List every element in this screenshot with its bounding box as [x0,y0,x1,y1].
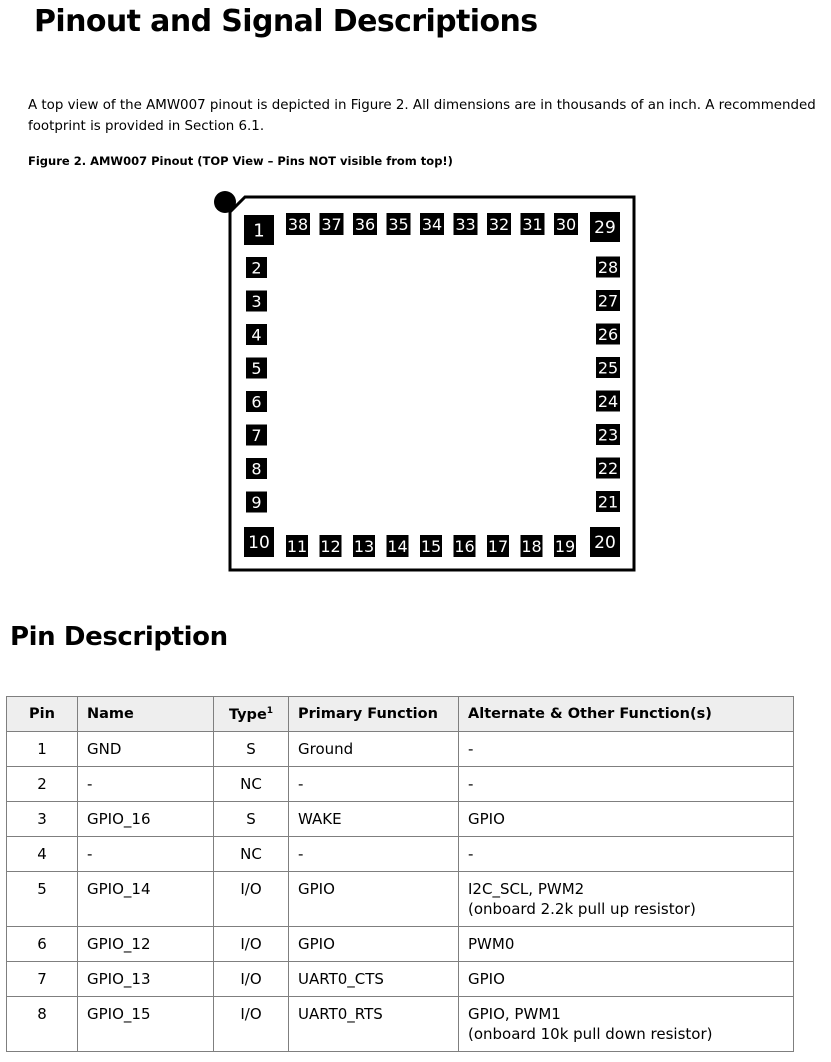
pin-pad [246,291,267,312]
pin-pad [246,257,267,278]
table-row [7,837,794,872]
pin-number-label: 2 [251,258,262,278]
pin-number-label: 12 [320,536,341,556]
pin-description-title: Pin Description [10,622,228,652]
pin-number-label: 8 [251,459,262,479]
pin-number-label: 30 [555,214,577,234]
cell-alternate-function [459,997,794,1052]
pin-number-label: 26 [597,324,619,344]
module-outline [230,197,634,570]
cell-type: I/O [214,997,289,1052]
cell-primary-function: WAKE [289,802,459,837]
cell-pin: 6 [7,927,78,962]
cell-name: GPIO_16 [78,802,214,837]
alt-function-line: - [468,740,474,758]
cell-type: NC [214,837,289,872]
cell-primary-function: - [289,837,459,872]
pin-pad [596,458,620,479]
pin-pad [244,527,274,557]
cell-type: I/O [214,927,289,962]
cell-alternate-function [459,962,794,997]
pin-number-label: 7 [251,425,262,445]
cell-pin: 5 [7,872,78,927]
pin-pad [554,213,578,235]
cell-name: GPIO_12 [78,927,214,962]
pin-pad [521,535,543,557]
pin-pad [387,535,409,557]
cell-primary-function: UART0_CTS [289,962,459,997]
header-primary-function: Primary Function [289,697,459,732]
pin-pad [246,425,267,446]
alt-function-line: - [468,775,474,793]
pin-number-label: 6 [251,392,262,412]
alt-function-note: (onboard 2.2k pull up resistor) [468,900,696,918]
pin-pad [353,213,377,235]
pin-number-label: 28 [597,257,619,277]
cell-name: - [78,837,214,872]
pin-pad [420,535,442,557]
cell-type: S [214,732,289,767]
pin-pad [246,458,267,479]
pin-pad [387,213,411,235]
table-header-row [7,697,794,732]
pin-pad [320,535,342,557]
cell-type: I/O [214,962,289,997]
pin-number-label: 10 [248,533,270,554]
cell-alternate-function [459,802,794,837]
pin-number-label: 13 [353,536,375,556]
pin-number-label: 18 [521,536,542,556]
pin-pad [554,535,576,557]
pin-pad [596,391,620,412]
cell-alternate-function [459,767,794,802]
pin-pad [596,290,620,311]
pin-number-label: 36 [354,214,376,234]
pin-pad [420,213,444,235]
cell-primary-function: Ground [289,732,459,767]
cell-name: GPIO_14 [78,872,214,927]
pin-pad [244,215,274,245]
pin-pad [596,257,620,278]
cell-name: GPIO_13 [78,962,214,997]
pin-description-table [6,696,794,1052]
pin-number-label: 4 [251,325,262,345]
alt-function-line: GPIO, PWM1 [468,1005,561,1023]
pin-number-label: 15 [420,536,442,556]
pin-number-label: 38 [287,214,309,234]
pin-pad [246,324,267,345]
table-row [7,997,794,1052]
pin-pad [286,535,308,557]
cell-type: I/O [214,872,289,927]
alt-function-line: - [468,845,474,863]
pin-number-label: 20 [594,533,616,554]
pin-pad [454,213,478,235]
pin-number-label: 19 [554,536,576,556]
header-alternate-function: Alternate & Other Function(s) [459,697,794,732]
cell-type: S [214,802,289,837]
cell-alternate-function [459,732,794,767]
pin-number-label: 9 [251,492,262,512]
pin-number-label: 24 [597,391,619,411]
pin-pad [246,358,267,379]
header-name: Name [78,697,214,732]
pin-pad [596,357,620,378]
cell-pin: 3 [7,802,78,837]
alt-function-line: PWM0 [468,935,515,953]
pin-number-label: 21 [597,492,619,512]
pin-number-label: 25 [597,358,619,378]
pin-pad [246,492,267,513]
pin-number-label: 14 [387,536,408,556]
pin-pad [596,491,620,512]
pin-pad [596,424,620,445]
cell-type: NC [214,767,289,802]
pin-pad [320,213,344,235]
cell-pin: 2 [7,767,78,802]
cell-primary-function: GPIO [289,927,459,962]
pin-pad [521,213,545,235]
cell-primary-function: UART0_RTS [289,997,459,1052]
cell-pin: 4 [7,837,78,872]
intro-paragraph: A top view of the AMW007 pinout is depicted in Figure 2. All dimensions are in thousands of an inch. A recommended footprint is provided in Section 6.1. [28,98,816,134]
pin-number-label: 27 [597,291,619,311]
header-type-label: Type [228,706,267,723]
pin-number-label: 29 [594,218,616,239]
cell-alternate-function [459,837,794,872]
cell-pin: 1 [7,732,78,767]
pin-number-label: 34 [421,214,443,234]
table-row [7,927,794,962]
figure-caption: Figure 2. AMW007 Pinout (TOP View – Pins NOT visible from top!) [28,154,453,168]
pin-number-label: 33 [455,214,476,234]
table-row [7,732,794,767]
alt-function-line: GPIO [468,970,505,988]
pin-number-label: 17 [487,536,509,556]
cell-alternate-function [459,927,794,962]
pin-number-label: 32 [488,214,510,234]
header-pin: Pin [7,697,78,732]
pin-number-label: 35 [388,214,409,234]
pin-number-label: 3 [251,291,262,311]
pin-number-label: 16 [454,536,475,556]
cell-alternate-function [459,872,794,927]
cell-pin: 8 [7,997,78,1052]
cell-name: GPIO_15 [78,997,214,1052]
table-row [7,872,794,927]
pin-pad [590,212,620,242]
pin-pad [454,535,476,557]
alt-function-line: GPIO [468,810,505,828]
cell-primary-function: - [289,767,459,802]
header-type-footnote: 1 [266,705,274,716]
alt-function-line: I2C_SCL, PWM2 [468,880,585,898]
pin-pad [353,535,375,557]
cell-primary-function: GPIO [289,872,459,927]
table-row [7,767,794,802]
pin-pads [244,212,620,557]
cell-name: GND [78,732,214,767]
pin-pad [596,324,620,345]
pin-pad [286,213,310,235]
pin-pad [487,535,509,557]
pin-pad [590,527,620,557]
pin-pad [487,213,511,235]
pin-number-label: 37 [321,214,342,234]
table-row [7,962,794,997]
section-title: Pinout and Signal Descriptions [34,4,538,39]
header-type [214,697,289,732]
table-row [7,802,794,837]
pin-number-label: 31 [522,214,543,234]
cell-pin: 7 [7,962,78,997]
alt-function-note: (onboard 10k pull down resistor) [468,1025,713,1043]
pin-pad [246,391,267,412]
cell-name: - [78,767,214,802]
pin-number-label: 1 [253,220,265,242]
pin-number-label: 5 [251,358,262,378]
pin-number-label: 23 [597,425,619,445]
pin-number-label: 11 [286,536,308,556]
pin-number-label: 22 [597,458,619,478]
